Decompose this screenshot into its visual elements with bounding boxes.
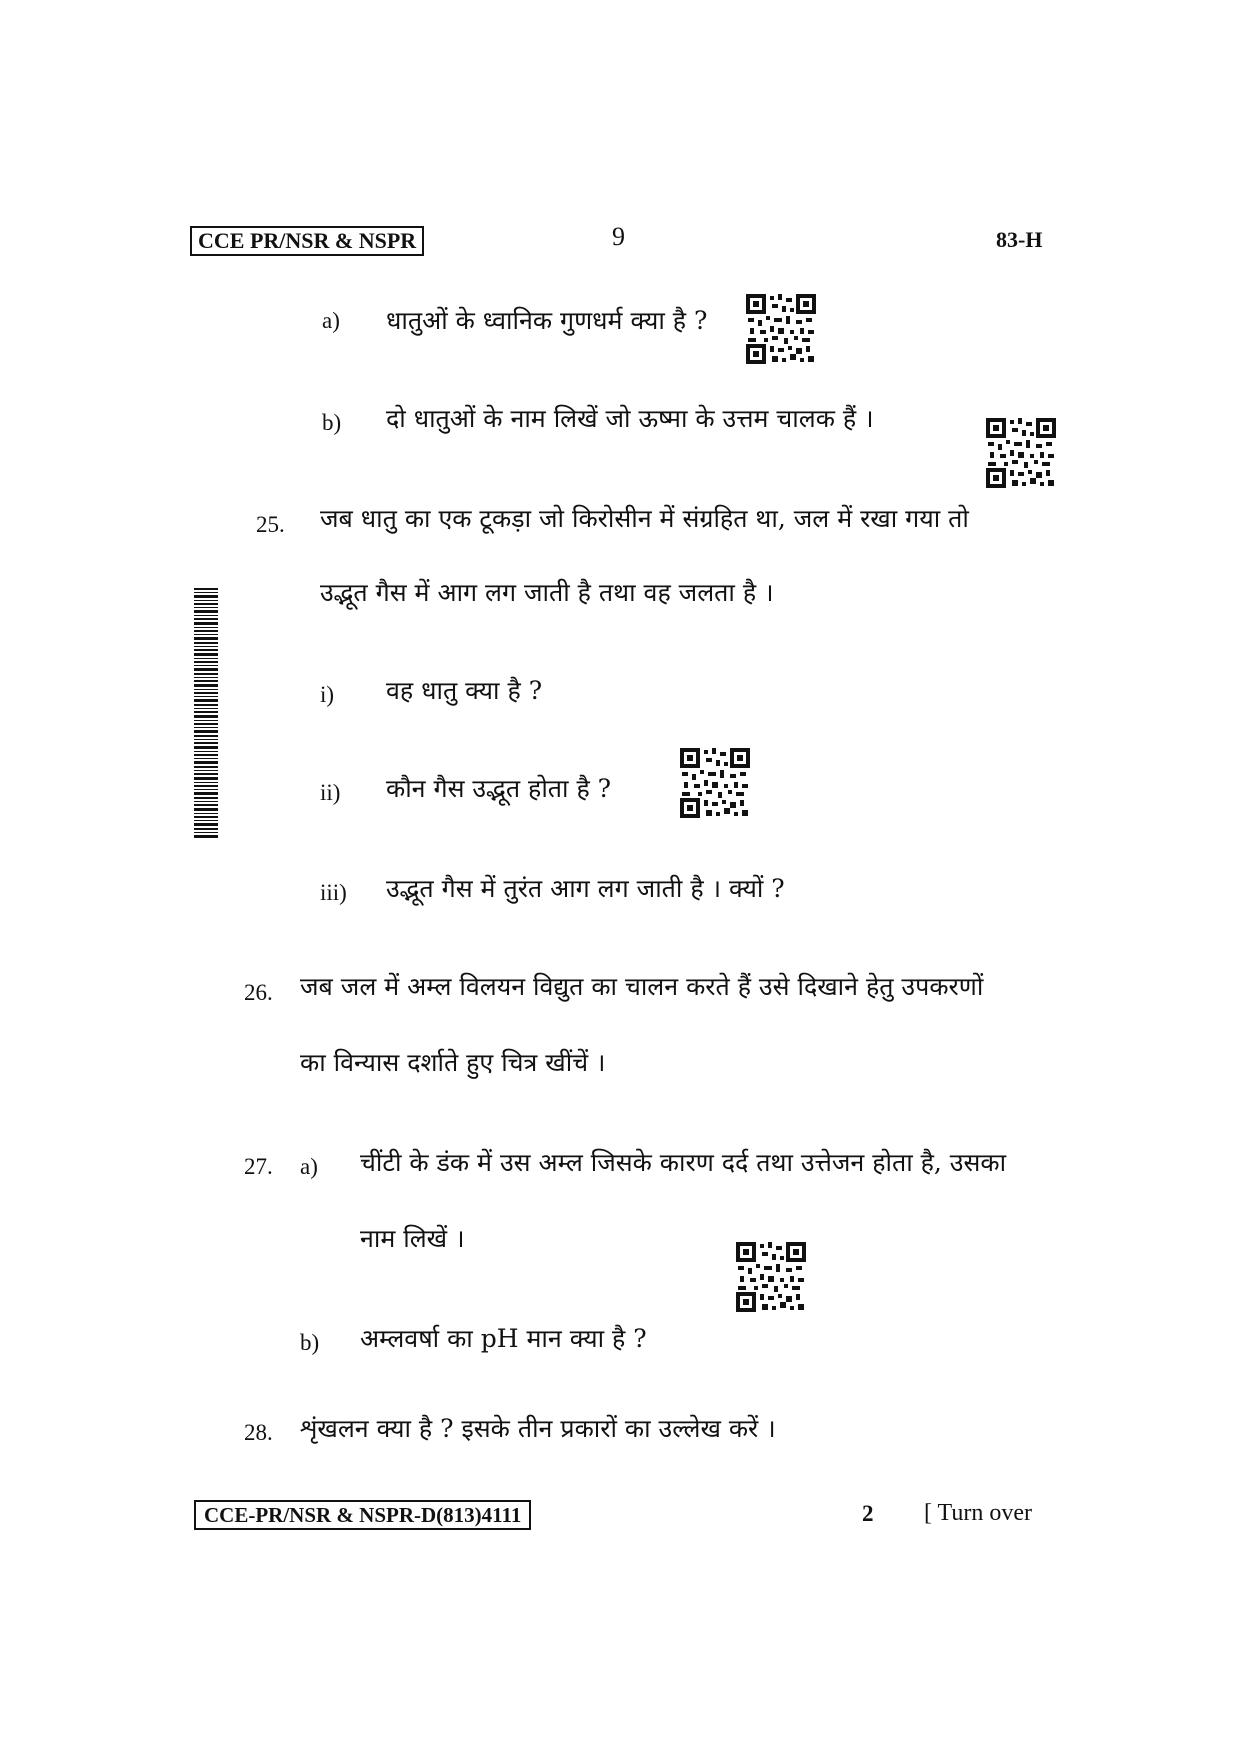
question-label: iii) — [320, 880, 347, 905]
question-number: 26. — [244, 980, 273, 1005]
question-text: वह धातु क्या है ? — [386, 676, 543, 705]
question-label: b) — [300, 1330, 320, 1355]
header-right-code: 83-H — [996, 227, 1043, 252]
header-left-code: CCE PR/NSR & NSPR — [190, 226, 424, 256]
question-text-line: जब जल में अम्ल विलयन विद्युत का चालन करते हैं उसे दिखाने हेतु उपकरणों — [300, 972, 984, 1001]
question-text-line: चींटी के डंक में उस अम्ल जिसके कारण दर्द तथा उत्तेजन होता है, उसका — [360, 1148, 1007, 1177]
question-text: धातुओं के ध्वानिक गुणधर्म क्या है ? — [386, 306, 708, 335]
question-number: 25. — [256, 512, 285, 537]
qr-code-icon — [680, 748, 750, 818]
question-label: b) — [322, 410, 342, 435]
question-text-line: जब धातु का एक टूकड़ा जो किरोसीन में संग्रहित था, जल में रखा गया तो — [320, 504, 969, 533]
question-text: दो धातुओं के नाम लिखें जो ऊष्मा के उत्तम चालक हैं । — [386, 404, 874, 433]
question-text-line: नाम लिखें । — [360, 1224, 465, 1253]
footer-code: CCE-PR/NSR & NSPR-D(813)4111 — [194, 1500, 531, 1530]
question-label: i) — [320, 682, 335, 707]
question-text-line: का विन्यास दर्शाते हुए चित्र खींचें । — [300, 1048, 606, 1077]
footer-page-number: 2 — [862, 1501, 874, 1526]
question-text: अम्लवर्षा का pH मान क्या है ? — [360, 1324, 647, 1353]
question-label: a) — [322, 308, 340, 333]
question-number: 27. — [244, 1154, 273, 1179]
header-page-number: 9 — [612, 222, 625, 251]
qr-code-icon — [986, 418, 1056, 488]
barcode-icon — [194, 588, 218, 838]
question-number: 28. — [244, 1420, 273, 1445]
turn-over-label: [ Turn over — [924, 1500, 1033, 1526]
question-text-line: उद्भूत गैस में आग लग जाती है तथा वह जलता है । — [320, 578, 774, 607]
question-text: कौन गैस उद्भूत होता है ? — [386, 774, 612, 803]
question-sublabel: a) — [300, 1154, 318, 1179]
question-label: ii) — [320, 780, 341, 805]
qr-code-icon — [736, 1242, 806, 1312]
question-text: उद्भूत गैस में तुरंत आग लग जाती है । क्यों ? — [386, 874, 785, 903]
question-text: शृंखलन क्या है ? इसके तीन प्रकारों का उल्लेख करें । — [300, 1414, 776, 1443]
qr-code-icon — [746, 294, 816, 364]
